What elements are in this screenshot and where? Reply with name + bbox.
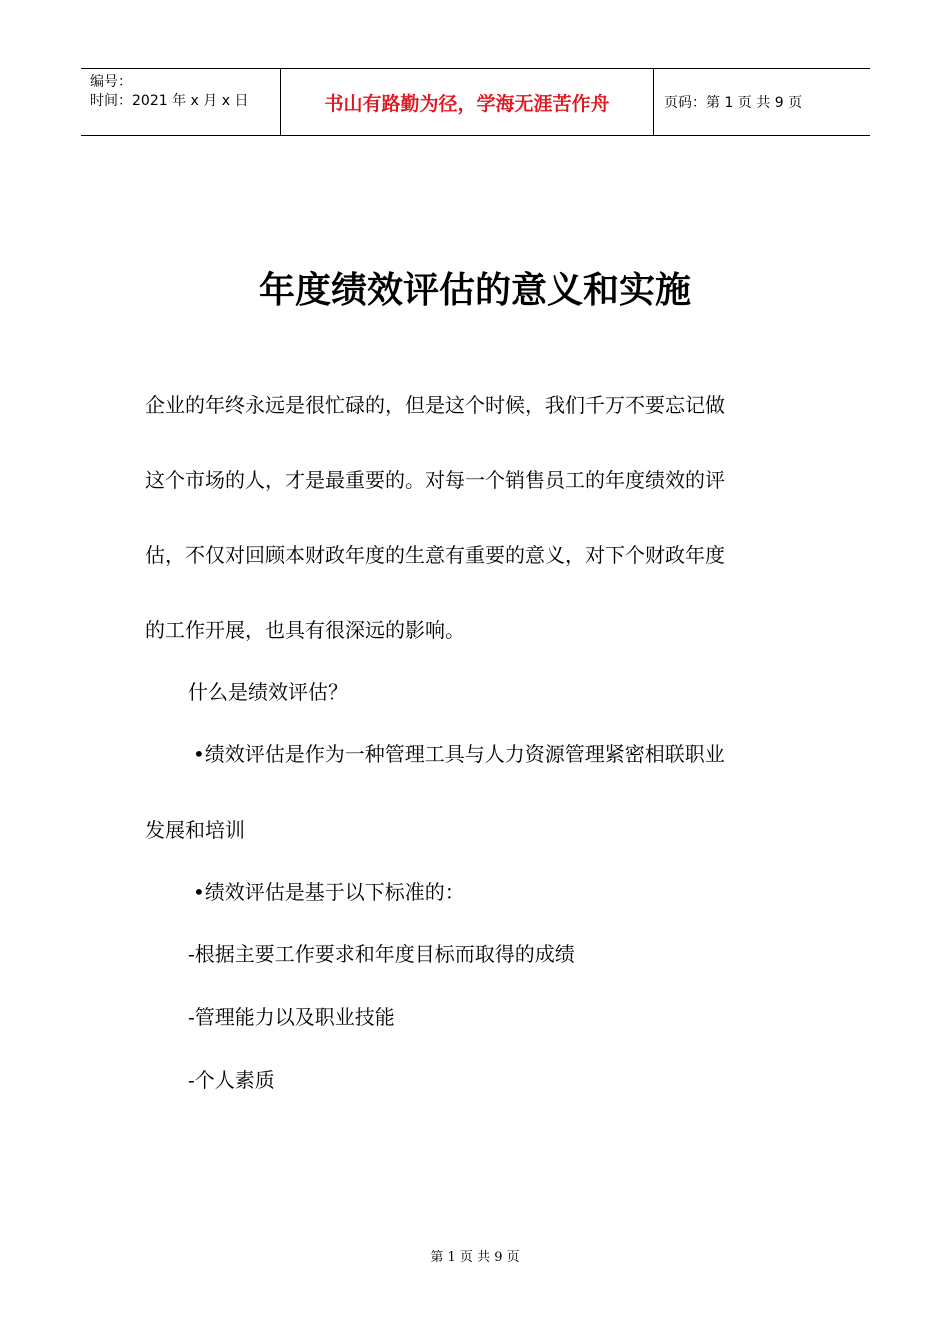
- document-header: [81, 68, 870, 136]
- paragraph-line: 的工作开展，也具有很深远的影响。: [145, 618, 465, 642]
- motto-text: 书山有路勤为径，学海无涯苦作舟: [324, 92, 610, 115]
- page-info-text: 页码：第 1 页 共 9 页: [664, 95, 803, 111]
- paragraph-line: 这个市场的人，才是最重要的。对每一个销售员工的年度绩效的评: [145, 468, 725, 492]
- bullet-line: •绩效评估是基于以下标准的：: [193, 880, 465, 904]
- dash-item: -根据主要工作要求和年度目标而取得的成绩: [188, 942, 575, 966]
- document-title: 年度绩效评估的意义和实施: [258, 270, 691, 311]
- paragraph-line: 企业的年终永远是很忙碌的，但是这个时候，我们千万不要忘记做: [145, 393, 725, 417]
- bullet-line: •绩效评估是作为一种管理工具与人力资源管理紧密相联职业: [193, 742, 725, 766]
- page-footer: 第 1 页 共 9 页: [430, 1250, 520, 1265]
- page-info-cell: [654, 69, 870, 135]
- bullet-continuation-line: 发展和培训: [145, 818, 245, 842]
- number-label: 编号：: [90, 74, 132, 90]
- header-meta-cell: [81, 69, 281, 135]
- dash-item: -个人素质: [188, 1068, 275, 1092]
- question-line: 什么是绩效评估？: [188, 680, 348, 704]
- date-label: 时间：2021 年 x 月 x 日: [90, 93, 249, 109]
- motto-cell: [281, 69, 654, 135]
- dash-item: -管理能力以及职业技能: [188, 1005, 395, 1029]
- paragraph-line: 估，不仅对回顾本财政年度的生意有重要的意义，对下个财政年度: [145, 543, 725, 567]
